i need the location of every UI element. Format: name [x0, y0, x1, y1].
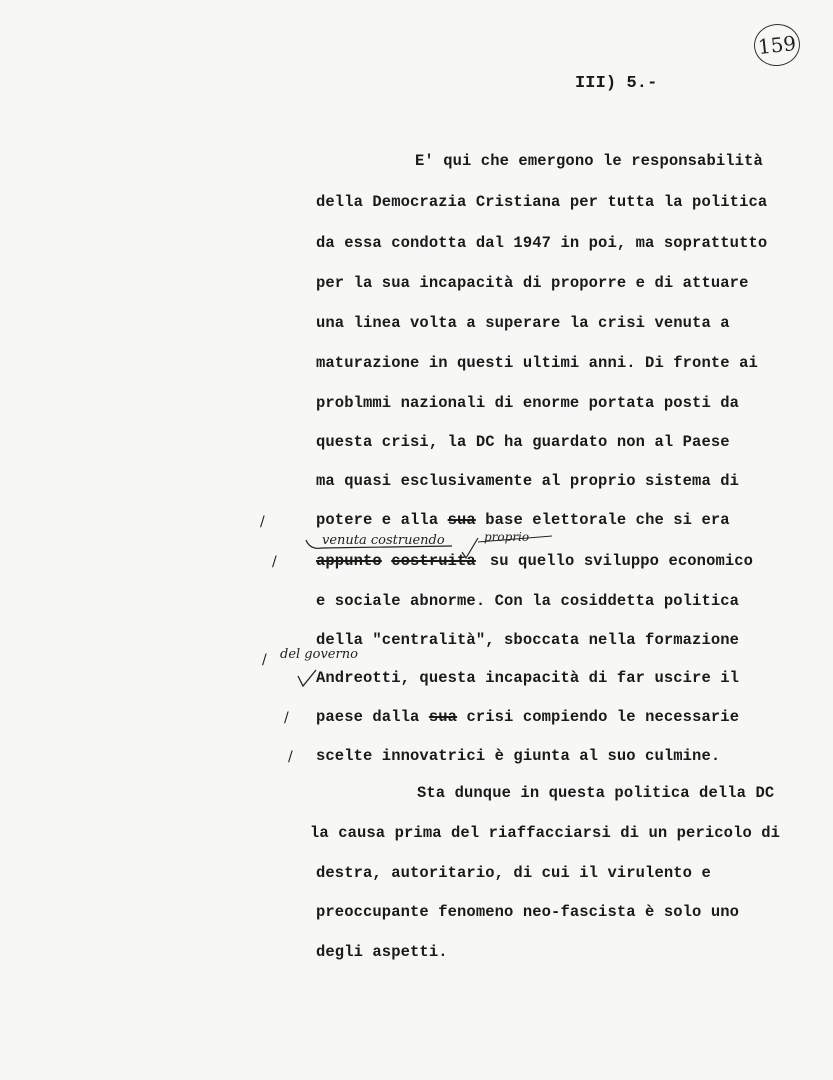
- text-line: la causa prima del riaffacciarsi di un pericolo di: [310, 824, 781, 842]
- struck-word: sua: [428, 708, 458, 726]
- handwritten-insert: proprio: [484, 530, 530, 544]
- text-line-edited: [316, 707, 739, 727]
- text-segment: crisi compiendo le necessarie: [457, 708, 740, 726]
- section-heading: III) 5.-: [575, 74, 658, 93]
- struck-word: appunto: [316, 552, 382, 570]
- text-line: da essa condotta dal 1947 in poi, ma soprattutto: [316, 234, 768, 252]
- text-segment: paese dalla: [316, 708, 429, 726]
- text-line-edited: [316, 551, 753, 571]
- text-line: per la sua incapacità di proporre e di attuare: [316, 274, 749, 292]
- text-line: Sta dunque in questa politica della DC: [417, 784, 775, 802]
- struck-word: sua: [447, 511, 476, 529]
- text-segment: su quello sviluppo economico: [489, 552, 754, 570]
- text-line: della "centralità", sboccata nella formazione: [316, 631, 740, 649]
- text-line: destra, autoritario, di cui il virulento e: [316, 864, 711, 882]
- handwritten-insert: del governo: [280, 647, 358, 662]
- text-line: problmmi nazionali di enorme portata posti da: [316, 394, 740, 412]
- text-line: della Democrazia Cristiana per tutta la politica: [316, 193, 768, 211]
- margin-mark-icon: /: [260, 514, 265, 530]
- handwritten-insert: venuta costruendo: [322, 533, 445, 548]
- text-line: ma quasi esclusivamente al proprio sistema di: [316, 472, 740, 490]
- text-line: questa crisi, la DC ha guardato non al Paese: [316, 433, 730, 451]
- text-line: maturazione in questi ultimi anni. Di fronte ai: [316, 354, 758, 372]
- margin-mark-icon: /: [284, 710, 289, 726]
- text-line: degli aspetti.: [316, 943, 448, 961]
- text-line: scelte innovatrici è giunta al suo culmine.: [316, 747, 721, 765]
- text-line: preoccupante fenomeno neo-fascista è solo uno: [316, 903, 740, 921]
- text-line: una linea volta a superare la crisi venuta a: [316, 314, 730, 332]
- text-line: e sociale abnorme. Con la cosiddetta politica: [316, 592, 740, 610]
- text-segment: base elettorale che si era: [475, 511, 730, 529]
- margin-mark-icon: /: [262, 652, 267, 668]
- text-line: E' qui che emergono le responsabilità: [415, 152, 763, 170]
- page-number-stamp: 159: [752, 22, 802, 69]
- text-line-edited: [316, 510, 730, 530]
- text-segment: potere e alla: [316, 511, 448, 529]
- text-line: Andreotti, questa incapacità di far uscire il: [316, 669, 740, 687]
- margin-mark-icon: /: [272, 554, 277, 570]
- struck-word: costruita: [391, 552, 476, 570]
- margin-mark-icon: /: [288, 749, 293, 765]
